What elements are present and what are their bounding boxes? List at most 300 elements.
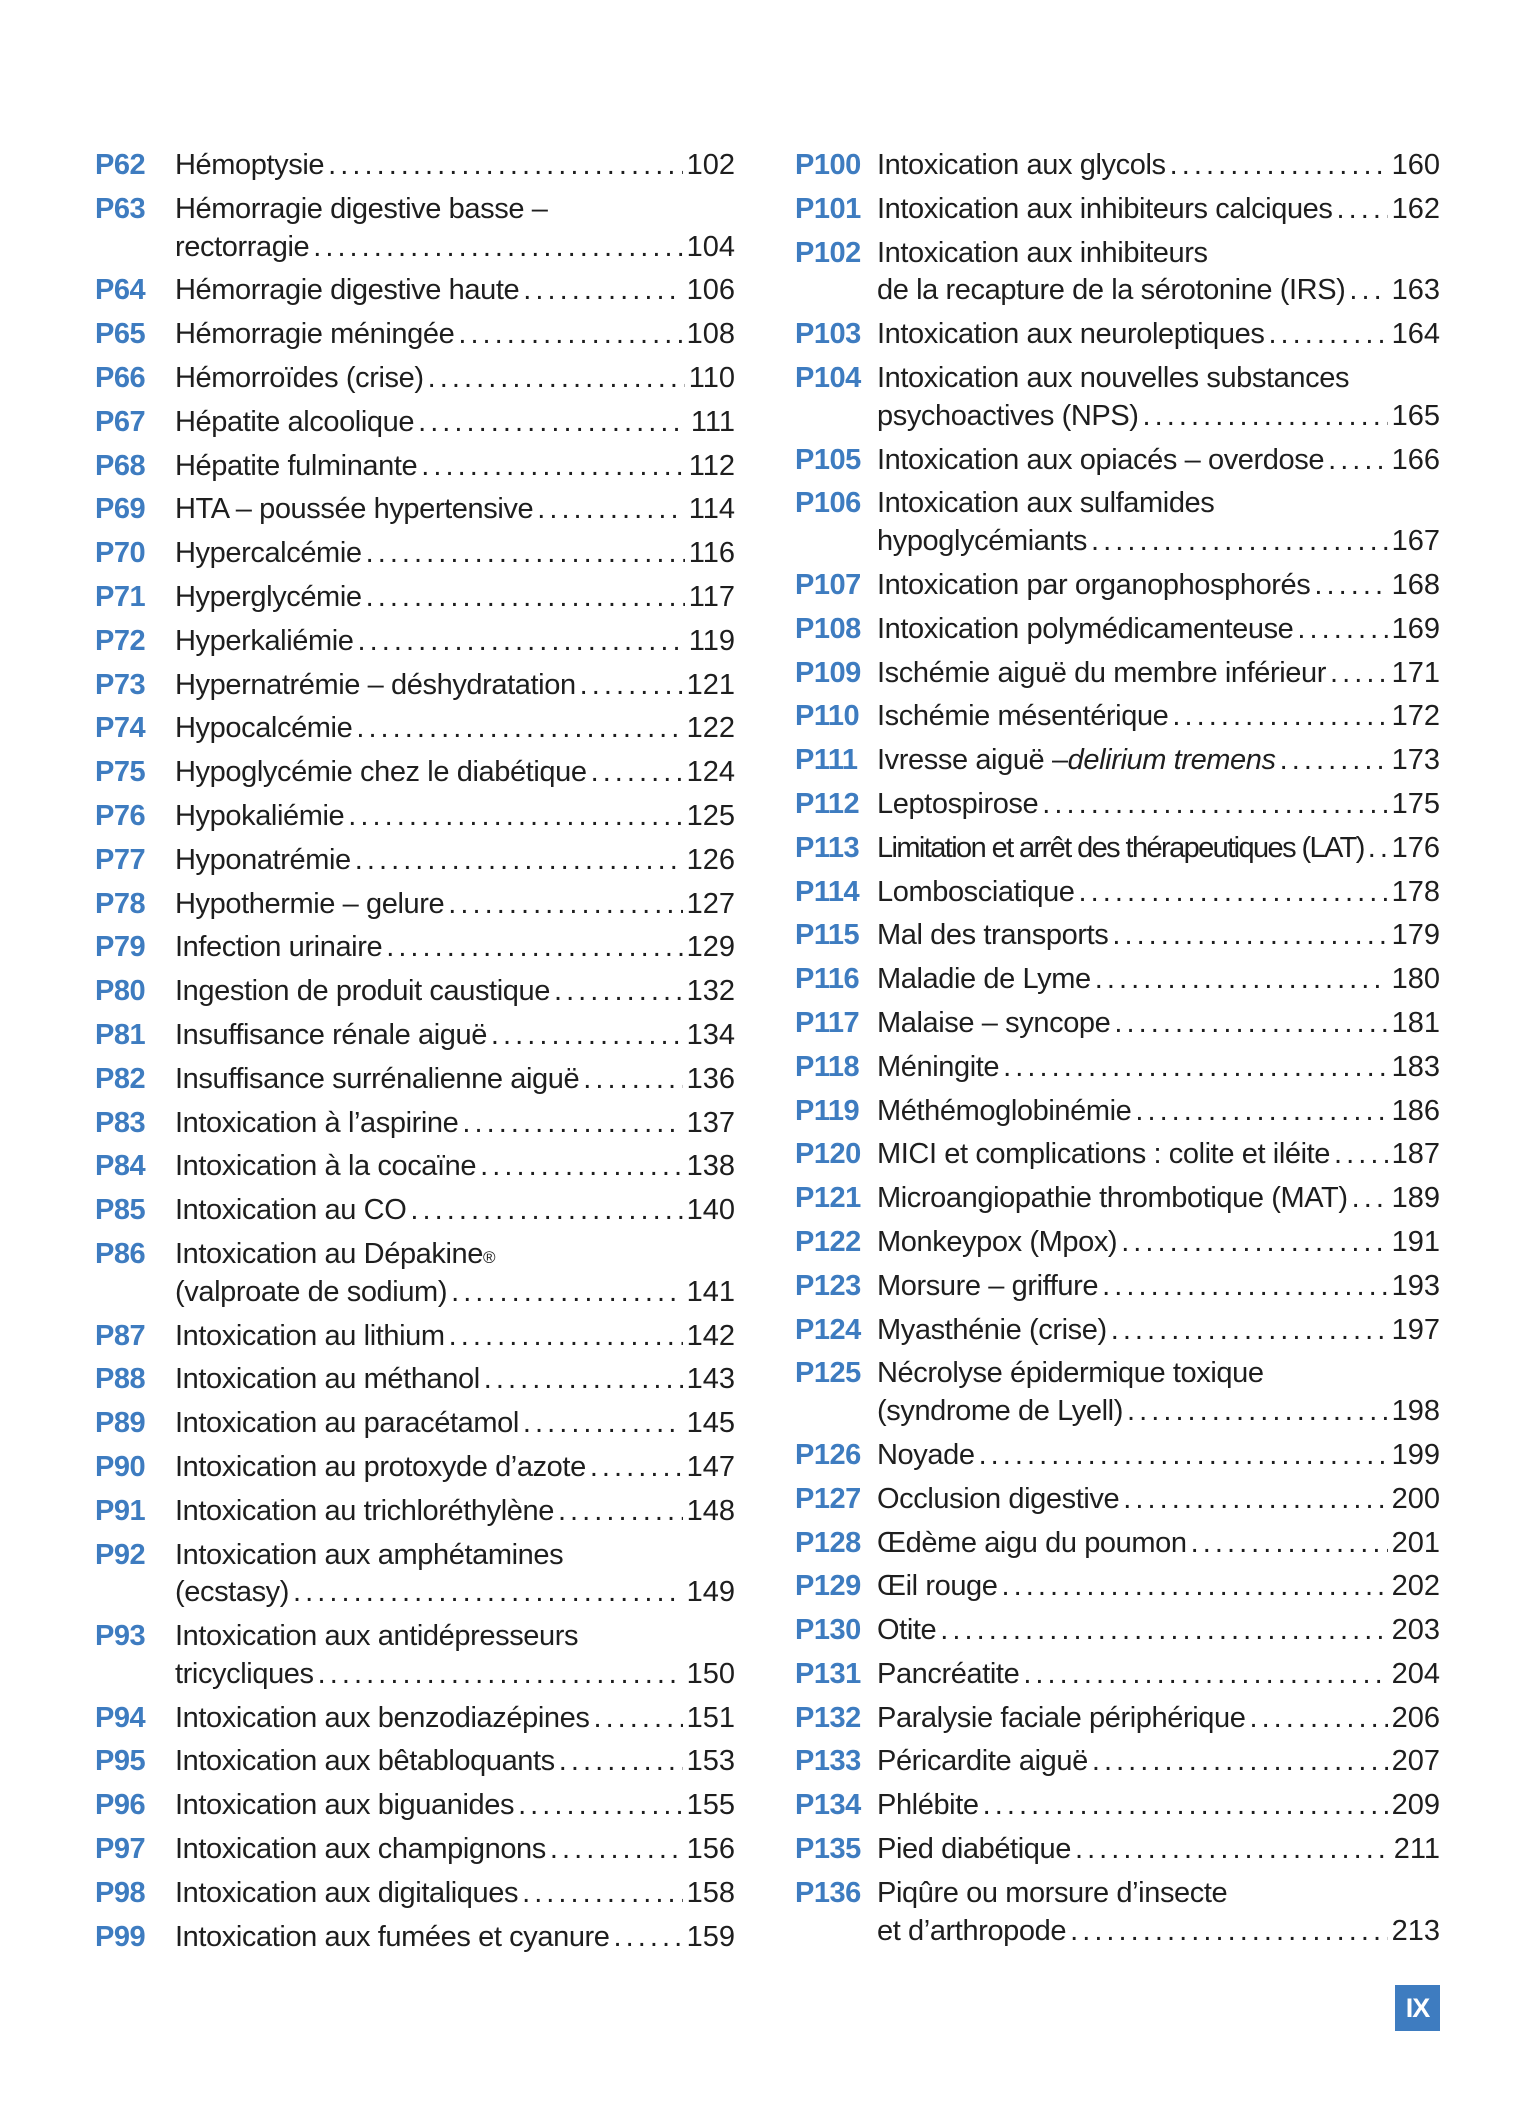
dot-leader <box>1268 316 1387 354</box>
entry-page-number[interactable]: 183 <box>1391 1050 1440 1083</box>
entry-code: P120 <box>795 1138 861 1171</box>
entry-title-last-line <box>877 1831 1440 1869</box>
toc-entry[interactable] <box>95 579 735 617</box>
toc-entry[interactable] <box>95 710 735 748</box>
toc-entry[interactable] <box>95 973 735 1011</box>
entry-page-number[interactable]: 102 <box>686 149 735 181</box>
toc-entry[interactable] <box>795 742 1440 780</box>
toc-entry[interactable] <box>795 1005 1440 1043</box>
entry-page-number[interactable]: 150 <box>686 1657 735 1690</box>
entry-page-number[interactable]: 132 <box>686 975 735 1008</box>
entry-title-text: Intoxication au protoxyde d’azote <box>175 1450 586 1483</box>
entry-title <box>175 754 735 792</box>
toc-entry[interactable] <box>95 147 735 185</box>
entry-title <box>175 448 735 486</box>
entry-title-text: Intoxication aux sulfamides <box>877 487 1215 520</box>
entry-code: P70 <box>95 537 146 570</box>
entry-page-number[interactable]: 124 <box>686 756 735 789</box>
entry-page-number[interactable]: 199 <box>1391 1438 1440 1471</box>
entry-title <box>175 1236 735 1312</box>
entry-title <box>877 316 1440 354</box>
entry-code: P121 <box>795 1182 861 1215</box>
entry-page-number[interactable]: 209 <box>1391 1789 1440 1822</box>
entry-title-last-line <box>175 1700 735 1738</box>
entry-title-text: Lombosciatique <box>877 875 1075 908</box>
entry-page-number[interactable]: 134 <box>686 1018 735 1051</box>
entry-title <box>877 1568 1440 1606</box>
entry-title-text: tricycliques <box>175 1657 314 1690</box>
entry-title-text: HTA – poussée hypertensive <box>175 493 534 526</box>
toc-entry[interactable] <box>795 917 1440 955</box>
toc-entry[interactable] <box>795 874 1440 912</box>
entry-title-text: Otite <box>877 1614 937 1647</box>
toc-entry[interactable] <box>795 1568 1440 1606</box>
toc-entry[interactable] <box>795 1656 1440 1694</box>
entry-code: P119 <box>795 1094 860 1127</box>
entry-title-line <box>877 235 1440 273</box>
entry-code: P136 <box>795 1876 861 1909</box>
entry-title-last-line <box>175 1274 735 1312</box>
entry-title-last-line <box>877 1700 1440 1738</box>
entry-title-last-line <box>175 1017 735 1055</box>
entry-title <box>877 147 1440 185</box>
entry-page-number[interactable]: 160 <box>1391 149 1440 181</box>
toc-entry[interactable] <box>795 1612 1440 1650</box>
dot-leader <box>484 1361 683 1399</box>
entry-title-last-line <box>175 1493 735 1531</box>
entry-page-number[interactable]: 163 <box>1391 274 1440 307</box>
entry-code: P64 <box>95 274 146 307</box>
toc-entry[interactable] <box>95 886 735 924</box>
entry-page-number[interactable]: 179 <box>1391 919 1440 952</box>
toc-entry[interactable] <box>795 655 1440 693</box>
entry-code: P126 <box>795 1438 861 1471</box>
entry-page-number[interactable]: 143 <box>686 1363 735 1396</box>
entry-title <box>877 1481 1440 1519</box>
entry-title-text: Hémorragie méningée <box>175 318 455 351</box>
entry-title <box>175 886 735 924</box>
toc-entry[interactable] <box>795 567 1440 605</box>
entry-page-number[interactable]: 180 <box>1391 963 1440 996</box>
entry-title <box>175 710 735 748</box>
entry-title-last-line <box>175 1574 735 1612</box>
entry-title <box>877 1093 1440 1131</box>
entry-page-number[interactable]: 114 <box>688 493 735 526</box>
toc-entry[interactable] <box>95 1700 735 1738</box>
entry-page-number[interactable]: 106 <box>686 274 735 307</box>
entry-title-text: Méningite <box>877 1050 1000 1083</box>
toc-entry[interactable] <box>795 1743 1440 1781</box>
toc-entry[interactable] <box>795 1093 1440 1131</box>
entry-title-text: Monkeypox (Mpox) <box>877 1225 1118 1258</box>
toc-entry[interactable] <box>95 491 735 529</box>
entry-title-last-line <box>175 147 735 185</box>
entry-page-number[interactable]: 164 <box>1391 318 1440 351</box>
entry-title-last-line <box>175 1361 735 1399</box>
toc-entry[interactable] <box>795 611 1440 649</box>
entry-page-number[interactable]: 213 <box>1391 1914 1440 1947</box>
entry-page-number[interactable]: 207 <box>1391 1745 1440 1778</box>
entry-title-last-line <box>877 611 1440 649</box>
entry-code: P114 <box>795 875 860 908</box>
entry-code: P89 <box>95 1407 146 1440</box>
entry-page-number[interactable]: 211 <box>1393 1833 1440 1866</box>
entry-page-number[interactable]: 127 <box>686 887 735 920</box>
entry-page-number[interactable]: 181 <box>1391 1006 1440 1039</box>
toc-entry[interactable] <box>95 1537 735 1613</box>
entry-title-text: Intoxication au CO <box>175 1194 407 1227</box>
entry-title-text: (valproate de sodium) <box>175 1275 448 1308</box>
toc-entry[interactable] <box>795 698 1440 736</box>
entry-page-number[interactable]: 168 <box>1391 568 1440 601</box>
entry-page-number[interactable]: 121 <box>686 668 735 701</box>
toc-entry[interactable] <box>795 1136 1440 1174</box>
entry-title-last-line <box>175 1875 735 1913</box>
dot-leader <box>1191 1525 1388 1563</box>
entry-page-number[interactable]: 187 <box>1391 1138 1440 1171</box>
entry-code: P93 <box>95 1620 146 1653</box>
page-number-badge: IX <box>1395 1985 1440 2031</box>
entry-title-text: Piqûre ou morsure d’insecte <box>877 1876 1228 1909</box>
toc-entry[interactable] <box>95 1061 735 1099</box>
entry-title-text: Ivresse aiguë – <box>877 744 1068 777</box>
entry-title <box>175 1061 735 1099</box>
entry-page-number[interactable]: 108 <box>686 318 735 351</box>
dot-leader <box>580 667 683 705</box>
entry-title-last-line <box>175 1105 735 1143</box>
dot-leader <box>1135 1093 1387 1131</box>
toc-entry[interactable] <box>95 448 735 486</box>
toc-column-left <box>95 147 735 1962</box>
entry-code: P113 <box>795 831 860 864</box>
toc-entry[interactable] <box>95 535 735 573</box>
entry-title-text: Paralysie faciale périphérique <box>877 1701 1246 1734</box>
entry-title-text: Intoxication au paracétamol <box>175 1407 519 1440</box>
entry-title-last-line <box>175 404 735 442</box>
entry-page-number[interactable]: 159 <box>686 1920 735 1953</box>
dot-leader <box>583 1061 682 1099</box>
toc-entry[interactable] <box>795 485 1440 561</box>
entry-code: P87 <box>95 1319 146 1352</box>
toc-entry[interactable] <box>795 1481 1440 1519</box>
entry-page-number[interactable]: 204 <box>1391 1657 1440 1690</box>
entry-title <box>175 1618 735 1694</box>
entry-title-last-line <box>877 398 1440 436</box>
toc-column-right <box>795 147 1440 1956</box>
toc-entry[interactable] <box>795 442 1440 480</box>
dot-leader <box>449 1318 683 1356</box>
dot-leader <box>1368 830 1388 868</box>
toc-entry[interactable] <box>795 1831 1440 1869</box>
entry-page-number[interactable]: 162 <box>1391 192 1440 225</box>
entry-page-number[interactable]: 155 <box>686 1789 735 1822</box>
toc-entry[interactable] <box>95 1405 735 1443</box>
toc-entry[interactable] <box>95 1618 735 1694</box>
entry-title-text: Hépatite alcoolique <box>175 405 415 438</box>
entry-title-last-line <box>877 1180 1440 1218</box>
dot-leader <box>418 404 687 442</box>
entry-title-last-line <box>877 523 1440 561</box>
dot-leader <box>355 842 683 880</box>
toc-entry[interactable] <box>795 961 1440 999</box>
entry-page-number[interactable]: 136 <box>686 1062 735 1095</box>
toc-entry[interactable] <box>795 786 1440 824</box>
entry-title-last-line <box>175 973 735 1011</box>
entry-code: P104 <box>795 361 861 394</box>
toc-entry[interactable] <box>95 842 735 880</box>
entry-title-text: Hémorragie digestive haute <box>175 274 520 307</box>
entry-page-number[interactable]: 111 <box>690 405 735 438</box>
entry-page-number[interactable]: 186 <box>1391 1094 1440 1127</box>
dot-leader <box>1042 786 1387 824</box>
dot-leader <box>293 1574 683 1612</box>
toc-entry[interactable] <box>795 1224 1440 1262</box>
entry-page-number[interactable]: 206 <box>1391 1701 1440 1734</box>
entry-title <box>877 1224 1440 1262</box>
dot-leader <box>1349 272 1387 310</box>
toc-entry[interactable] <box>795 316 1440 354</box>
dot-leader <box>1123 1481 1387 1519</box>
entry-title-text: Malaise – syncope <box>877 1006 1111 1039</box>
entry-title-last-line <box>877 917 1440 955</box>
toc-entry[interactable] <box>795 1875 1440 1951</box>
entry-title-last-line <box>877 1568 1440 1606</box>
entry-title-line <box>175 191 735 229</box>
toc-entry[interactable] <box>795 830 1440 868</box>
entry-page-number[interactable]: 145 <box>686 1407 735 1440</box>
entry-code: P65 <box>95 318 146 351</box>
dot-leader <box>1172 698 1387 736</box>
toc-entry[interactable] <box>795 191 1440 229</box>
entry-page-number[interactable]: 201 <box>1391 1526 1440 1559</box>
entry-page-number[interactable]: 147 <box>686 1450 735 1483</box>
entry-page-number[interactable]: 119 <box>688 624 735 657</box>
entry-page-number[interactable]: 171 <box>1391 656 1440 689</box>
entry-page-number[interactable]: 169 <box>1391 612 1440 645</box>
entry-page-number[interactable]: 116 <box>688 537 735 570</box>
dot-leader <box>1114 1005 1387 1043</box>
dot-leader <box>1095 961 1388 999</box>
entry-page-number[interactable]: 140 <box>686 1194 735 1227</box>
entry-page-number[interactable]: 173 <box>1391 744 1440 777</box>
entry-page-number[interactable]: 189 <box>1391 1182 1440 1215</box>
entry-title-text: Leptospirose <box>877 787 1039 820</box>
toc-entry[interactable] <box>95 1017 735 1055</box>
entry-page-number[interactable]: 117 <box>688 580 735 613</box>
entry-page-number[interactable]: 202 <box>1391 1570 1440 1603</box>
entry-code: P88 <box>95 1363 146 1396</box>
toc-entry[interactable] <box>795 1525 1440 1563</box>
entry-page-number[interactable]: 148 <box>686 1494 735 1527</box>
dot-leader <box>491 1017 683 1055</box>
dot-leader <box>356 710 682 748</box>
toc-entry[interactable] <box>795 1437 1440 1475</box>
dot-leader <box>313 229 682 267</box>
entry-title-line <box>175 1618 735 1656</box>
toc-entry[interactable] <box>95 754 735 792</box>
toc-entry[interactable] <box>95 929 735 967</box>
entry-title-last-line <box>877 272 1440 310</box>
toc-entry[interactable] <box>95 1148 735 1186</box>
toc-entry[interactable] <box>95 316 735 354</box>
entry-title-last-line <box>877 1787 1440 1825</box>
toc-entry[interactable] <box>95 1318 735 1356</box>
toc-entry[interactable] <box>795 1355 1440 1431</box>
entry-title-last-line <box>877 1393 1440 1431</box>
toc-entry[interactable] <box>95 1831 735 1869</box>
dot-leader <box>554 973 683 1011</box>
toc-entry[interactable] <box>795 1268 1440 1306</box>
entry-page-number[interactable]: 176 <box>1391 831 1440 864</box>
entry-title-text: Œil rouge <box>877 1570 998 1603</box>
entry-title-last-line <box>877 1093 1440 1131</box>
toc-entry[interactable] <box>95 1787 735 1825</box>
entry-page-number[interactable]: 142 <box>686 1319 735 1352</box>
toc-entry[interactable] <box>795 1787 1440 1825</box>
entry-title-last-line <box>175 1449 735 1487</box>
entry-page-number[interactable]: 191 <box>1391 1225 1440 1258</box>
toc-entry[interactable] <box>795 1700 1440 1738</box>
entry-page-number[interactable]: 112 <box>688 449 735 482</box>
entry-page-number[interactable]: 156 <box>686 1833 735 1866</box>
toc-entry[interactable] <box>795 1312 1440 1350</box>
entry-page-number[interactable]: 141 <box>686 1275 735 1308</box>
entry-title <box>175 1875 735 1913</box>
entry-page-number[interactable]: 200 <box>1391 1482 1440 1515</box>
entry-page-number[interactable]: 178 <box>1391 875 1440 908</box>
toc-entry[interactable] <box>95 1192 735 1230</box>
toc-entry[interactable] <box>95 272 735 310</box>
dot-leader <box>458 316 682 354</box>
entry-title-text: Hyperkaliémie <box>175 624 354 657</box>
entry-title <box>877 1612 1440 1650</box>
entry-page-number[interactable]: 175 <box>1391 787 1440 820</box>
entry-page-number[interactable]: 104 <box>686 230 735 263</box>
entry-page-number[interactable]: 137 <box>686 1106 735 1139</box>
toc-entry[interactable] <box>95 1449 735 1487</box>
entry-code: P77 <box>95 843 146 876</box>
entry-page-number[interactable]: 126 <box>686 843 735 876</box>
entry-title <box>175 798 735 836</box>
toc-entry[interactable] <box>95 623 735 661</box>
entry-code: P122 <box>795 1225 861 1258</box>
entry-title <box>877 1787 1440 1825</box>
entry-title <box>175 316 735 354</box>
entry-page-number[interactable]: 166 <box>1391 443 1440 476</box>
entry-page-number[interactable]: 138 <box>686 1150 735 1183</box>
entry-title-last-line <box>175 1919 735 1957</box>
entry-page-number[interactable]: 110 <box>688 361 735 394</box>
entry-page-number[interactable]: 165 <box>1391 399 1440 432</box>
toc-entry[interactable] <box>95 191 735 267</box>
dot-leader <box>1352 1180 1388 1218</box>
toc-entry[interactable] <box>95 1919 735 1957</box>
entry-code: P112 <box>795 787 860 820</box>
entry-title-last-line <box>877 1312 1440 1350</box>
entry-page-number[interactable]: 125 <box>686 799 735 832</box>
toc-entry[interactable] <box>795 1180 1440 1218</box>
dot-leader <box>614 1919 683 1957</box>
entry-title <box>175 1493 735 1531</box>
toc-entry[interactable] <box>795 235 1440 311</box>
entry-code: P100 <box>795 149 861 181</box>
entry-title-text: Intoxication aux amphétamines <box>175 1538 564 1571</box>
entry-title-last-line <box>877 1049 1440 1087</box>
dot-leader <box>1002 1568 1388 1606</box>
dot-leader <box>1075 1831 1390 1869</box>
toc-entry[interactable] <box>95 1236 735 1312</box>
entry-code: P103 <box>795 318 861 351</box>
entry-code: P118 <box>795 1050 860 1083</box>
entry-page-number[interactable]: 203 <box>1391 1614 1440 1647</box>
entry-title <box>877 1136 1440 1174</box>
entry-title-text: Ingestion de produit caustique <box>175 975 550 1008</box>
dot-leader <box>1079 874 1388 912</box>
toc-entry[interactable] <box>95 1361 735 1399</box>
entry-page-number[interactable]: 129 <box>686 931 735 964</box>
dot-leader <box>1127 1393 1388 1431</box>
entry-page-number[interactable]: 193 <box>1391 1269 1440 1302</box>
entry-title-last-line <box>877 567 1440 605</box>
entry-title-last-line <box>877 442 1440 480</box>
entry-title-line <box>175 1537 735 1575</box>
entry-page-number[interactable]: 197 <box>1391 1313 1440 1346</box>
entry-title <box>175 1017 735 1055</box>
entry-title-last-line <box>877 830 1440 868</box>
entry-title <box>877 1437 1440 1475</box>
entry-code: P69 <box>95 493 146 526</box>
entry-page-number[interactable]: 153 <box>686 1745 735 1778</box>
entry-page-number[interactable]: 122 <box>686 712 735 745</box>
toc-entry[interactable] <box>795 147 1440 185</box>
entry-title <box>175 842 735 880</box>
toc-entry[interactable] <box>95 360 735 398</box>
entry-title-last-line <box>877 1525 1440 1563</box>
entry-title <box>877 442 1440 480</box>
entry-code: P110 <box>795 700 860 733</box>
entry-title-text: Microangiopathie thrombotique (MAT) <box>877 1182 1348 1215</box>
entry-title <box>877 786 1440 824</box>
toc-entry[interactable] <box>95 667 735 705</box>
toc-entry[interactable] <box>795 1049 1440 1087</box>
entry-page-number[interactable]: 167 <box>1391 525 1440 558</box>
entry-title-text: Phlébite <box>877 1789 979 1822</box>
entry-title-line: Intoxication au Dépakine ® <box>175 1236 735 1274</box>
entry-code: P101 <box>795 192 861 225</box>
entry-title-last-line <box>175 535 735 573</box>
entry-page-number[interactable]: 151 <box>686 1701 735 1734</box>
entry-title-text: Intoxication à l’aspirine <box>175 1106 459 1139</box>
toc-entry[interactable] <box>95 404 735 442</box>
entry-page-number[interactable]: 149 <box>686 1576 735 1609</box>
entry-title-text: Hypercalcémie <box>175 537 362 570</box>
entry-page-number[interactable]: 172 <box>1391 700 1440 733</box>
entry-title-last-line <box>175 1061 735 1099</box>
entry-code: P66 <box>95 361 146 394</box>
toc-entry[interactable] <box>95 1875 735 1913</box>
toc-entry[interactable] <box>95 1493 735 1531</box>
toc-entry[interactable] <box>795 360 1440 436</box>
entry-page-number[interactable]: 198 <box>1391 1395 1440 1428</box>
toc-entry[interactable] <box>95 798 735 836</box>
toc-entry[interactable] <box>95 1105 735 1143</box>
entry-page-number[interactable]: 158 <box>686 1876 735 1909</box>
entry-title-text: Intoxication aux bêtabloquants <box>175 1745 555 1778</box>
entry-title <box>175 1449 735 1487</box>
entry-title-last-line <box>175 1405 735 1443</box>
toc-entry[interactable] <box>95 1743 735 1781</box>
entry-title <box>175 404 735 442</box>
